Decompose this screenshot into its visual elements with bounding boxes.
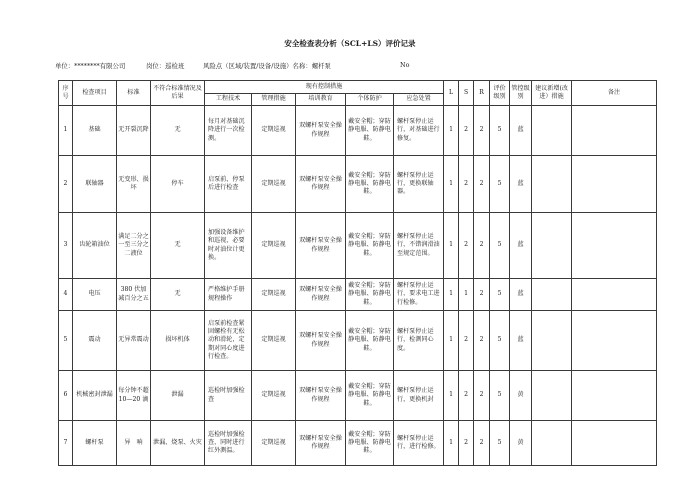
cell-ctrl: 黄 — [510, 371, 532, 421]
cell-eng: 启泵前检查紧固螺栓有无松动和滑轮，定期对同心度进行检查。 — [205, 311, 252, 371]
post-label: 岗位：巡检班 — [146, 62, 185, 70]
cell-emergency: 螺杆泵停止运行，检测同心度。 — [394, 311, 444, 371]
cell-emergency: 螺杆泵停止运行，进行检修。 — [394, 421, 444, 466]
cell-seq: 1 — [59, 106, 73, 156]
cell-s: 2 — [459, 213, 474, 279]
cell-ppe: 戴安全帽；穿防静电服、防静电鞋。 — [346, 213, 394, 279]
cell-standard: 每分钟不超 10—20 滴 — [117, 371, 151, 421]
cell-training: 双螺杆泵安全操作规程 — [296, 213, 346, 279]
table-row — [59, 311, 657, 371]
cell-s: 2 — [459, 106, 474, 156]
header-standard: 标准 — [117, 81, 151, 106]
cell-s: 1 — [459, 279, 474, 311]
cell-level: 5 — [490, 371, 510, 421]
cell-ctrl: 黄 — [510, 421, 532, 466]
cell-level: 5 — [490, 213, 510, 279]
cell-standard: 满足二分之一至三分之二液位 — [117, 213, 151, 279]
table-row — [59, 279, 657, 311]
cell-r: 2 — [474, 311, 490, 371]
cell-r: 2 — [474, 421, 490, 466]
cell-suggest — [532, 106, 572, 156]
cell-standard: 异 响 — [117, 421, 151, 466]
cell-remark — [572, 311, 657, 371]
cell-seq: 7 — [59, 421, 73, 466]
header-training: 培训教育 — [296, 94, 346, 106]
cell-item: 震动 — [73, 311, 117, 371]
cell-ctrl: 蓝 — [510, 156, 532, 213]
unit-label: 单位：********有限公司 — [55, 62, 126, 70]
table-body — [59, 106, 657, 466]
cell-standard: 无异常震动 — [117, 311, 151, 371]
header-row-1 — [59, 81, 657, 94]
cell-suggest — [532, 421, 572, 466]
cell-item: 基础 — [73, 106, 117, 156]
cell-standard: 无变形、损坏 — [117, 156, 151, 213]
table-row — [59, 371, 657, 421]
cell-level: 5 — [490, 106, 510, 156]
cell-standard: 380 伏加减百分之五 — [117, 279, 151, 311]
cell-suggest — [532, 371, 572, 421]
cell-remark — [572, 213, 657, 279]
header-ppe: 个体防护 — [346, 94, 394, 106]
table-row — [59, 421, 657, 466]
header-remark: 备注 — [572, 81, 657, 106]
cell-ctrl: 蓝 — [510, 279, 532, 311]
document-meta — [55, 61, 655, 71]
cell-standard: 无开裂沉降 — [117, 106, 151, 156]
cell-seq: 2 — [59, 156, 73, 213]
cell-ctrl: 蓝 — [510, 311, 532, 371]
header-l: L — [444, 81, 459, 106]
cell-ppe: 戴安全帽；穿防静电服、防静电鞋。 — [346, 106, 394, 156]
cell-l: 1 — [444, 371, 459, 421]
cell-l: 1 — [444, 311, 459, 371]
cell-training: 双螺杆泵安全操作规程 — [296, 311, 346, 371]
cell-eng: 启泵前、停泵后进行检查 — [205, 156, 252, 213]
cell-s: 2 — [459, 156, 474, 213]
cell-nonconform: 损坏机体 — [151, 311, 205, 371]
cell-training: 双螺杆泵安全操作规程 — [296, 106, 346, 156]
cell-level: 5 — [490, 421, 510, 466]
cell-training: 双螺杆泵安全操作规程 — [296, 279, 346, 311]
table-row — [59, 213, 657, 279]
cell-mgmt: 定期巡视 — [252, 106, 296, 156]
cell-mgmt: 定期巡视 — [252, 421, 296, 466]
cell-remark — [572, 371, 657, 421]
cell-s: 2 — [459, 421, 474, 466]
cell-ppe: 戴安全帽；穿防静电服、防静电鞋。 — [346, 311, 394, 371]
cell-emergency: 螺杆泵停止运行，要求电工进行检修。 — [394, 279, 444, 311]
cell-seq: 5 — [59, 311, 73, 371]
cell-suggest — [532, 279, 572, 311]
cell-l: 1 — [444, 106, 459, 156]
cell-nonconform: 无 — [151, 213, 205, 279]
number-label: No — [400, 61, 410, 69]
cell-suggest — [532, 311, 572, 371]
cell-nonconform: 无 — [151, 279, 205, 311]
cell-l: 1 — [444, 421, 459, 466]
cell-r: 2 — [474, 106, 490, 156]
cell-ppe: 戴安全帽；穿防静电服、防静电鞋。 — [346, 371, 394, 421]
cell-emergency: 螺杆泵停止运行，不错润滑油至规定范围。 — [394, 213, 444, 279]
cell-nonconform: 停车 — [151, 156, 205, 213]
table-row — [59, 106, 657, 156]
cell-ppe: 戴安全帽；穿防静电服、防静电鞋。 — [346, 421, 394, 466]
cell-remark — [572, 106, 657, 156]
header-nonconform: 不符合标准情况及后果 — [151, 81, 205, 106]
cell-item: 螺杆泵 — [73, 421, 117, 466]
cell-nonconform: 泄漏 — [151, 371, 205, 421]
table-row — [59, 156, 657, 213]
cell-seq: 6 — [59, 371, 73, 421]
cell-remark — [572, 421, 657, 466]
cell-eng: 每月对基础沉降进行一次检测。 — [205, 106, 252, 156]
cell-eng: 巡检时加强检查 — [205, 371, 252, 421]
cell-emergency: 螺杆泵停止运行，更换机封 — [394, 371, 444, 421]
cell-level: 5 — [490, 156, 510, 213]
cell-seq: 3 — [59, 213, 73, 279]
cell-l: 1 — [444, 156, 459, 213]
cell-emergency: 螺杆泵停止运行，更换联轴器。 — [394, 156, 444, 213]
cell-mgmt: 定期巡视 — [252, 279, 296, 311]
cell-remark — [572, 156, 657, 213]
cell-nonconform: 泄漏、烧泵、火灾 — [151, 421, 205, 466]
cell-eng: 严格维护手册规程操作 — [205, 279, 252, 311]
cell-mgmt: 定期巡视 — [252, 311, 296, 371]
header-emergency: 应急处置 — [394, 94, 444, 106]
header-item: 检查项目 — [73, 81, 117, 106]
cell-item: 电压 — [73, 279, 117, 311]
header-level: 评价级别 — [490, 81, 510, 106]
cell-nonconform: 无 — [151, 106, 205, 156]
cell-suggest — [532, 213, 572, 279]
cell-training: 双螺杆泵安全操作规程 — [296, 156, 346, 213]
cell-mgmt: 定期巡视 — [252, 371, 296, 421]
cell-mgmt: 定期巡视 — [252, 213, 296, 279]
cell-item: 齿轮箱油位 — [73, 213, 117, 279]
header-control-level: 管控级别 — [510, 81, 532, 106]
cell-item: 机械密封泄漏 — [73, 371, 117, 421]
header-controls-group: 现有控制措施 — [205, 81, 444, 94]
cell-suggest — [532, 156, 572, 213]
cell-training: 双螺杆泵安全操作规程 — [296, 371, 346, 421]
cell-ctrl: 蓝 — [510, 213, 532, 279]
cell-l: 1 — [444, 213, 459, 279]
cell-r: 2 — [474, 156, 490, 213]
cell-l: 1 — [444, 279, 459, 311]
cell-emergency: 螺杆泵停止运行，对基础进行修复。 — [394, 106, 444, 156]
header-engineering: 工程技术 — [205, 94, 252, 106]
cell-s: 2 — [459, 371, 474, 421]
cell-r: 2 — [474, 213, 490, 279]
cell-ppe: 戴安全帽；穿防静电服、防静电鞋。 — [346, 156, 394, 213]
risk-point-label: 风险点（区域/装置/设备/设施）名称：螺杆泵 — [203, 62, 331, 70]
document-title: 安全检查表分析（SCL+LS）评价记录 — [284, 39, 416, 48]
header-suggestion: 建议新增(改进）措施 — [532, 81, 572, 106]
header-management: 管理措施 — [252, 94, 296, 106]
cell-seq: 4 — [59, 279, 73, 311]
cell-training: 双螺杆泵安全操作规程 — [296, 421, 346, 466]
cell-r: 2 — [474, 371, 490, 421]
cell-s: 2 — [459, 311, 474, 371]
cell-level: 5 — [490, 311, 510, 371]
cell-eng: 加强设备维护和巡视，必要时对油位计更换。 — [205, 213, 252, 279]
cell-ppe: 戴安全帽；穿防静电服、防静电鞋。 — [346, 279, 394, 311]
cell-mgmt: 定期巡视 — [252, 156, 296, 213]
cell-r: 2 — [474, 279, 490, 311]
header-s: S — [459, 81, 474, 106]
cell-level: 5 — [490, 279, 510, 311]
cell-remark — [572, 279, 657, 311]
cell-eng: 巡检时加强检查，同时进行红外测温。 — [205, 421, 252, 466]
evaluation-table — [58, 80, 657, 466]
cell-ctrl: 蓝 — [510, 106, 532, 156]
header-seq: 序号 — [59, 81, 73, 106]
header-r: R — [474, 81, 490, 106]
cell-item: 联轴器 — [73, 156, 117, 213]
